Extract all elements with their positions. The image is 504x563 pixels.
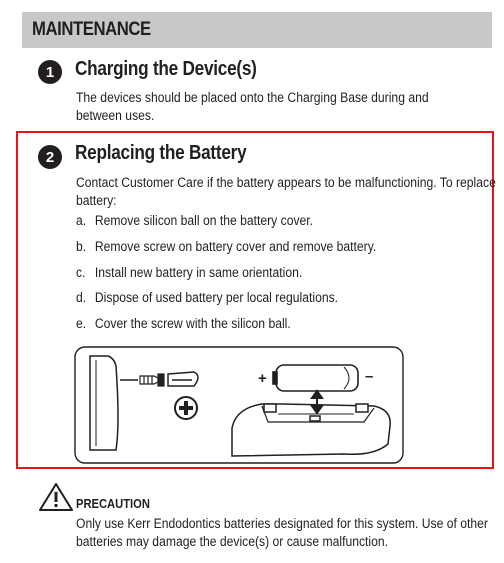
phillips-cross-icon: [175, 397, 197, 419]
step-text: Remove screw on battery cover and remove battery.: [94, 239, 377, 254]
step-item-d: [76, 290, 338, 305]
battery-intro-line-2: battery:: [76, 193, 117, 208]
step-item-c: [76, 265, 302, 280]
step-item-a: [76, 213, 313, 228]
battery-intro: [76, 174, 496, 210]
section-header-bar: [22, 12, 492, 48]
step-letter: e.: [76, 316, 87, 331]
battery-minus-label: –: [365, 368, 374, 385]
step-item-b: [76, 239, 376, 254]
warning-triangle-icon: [38, 482, 74, 512]
step-text: Cover the screw with the silicon ball.: [94, 316, 291, 331]
step-number-2: 2: [45, 148, 55, 166]
battery-intro-line-1: Contact Customer Care if the battery appears to be malfunctioning. To replace: [76, 175, 496, 190]
screw-icon: [140, 374, 164, 386]
charging-description: [76, 89, 429, 125]
step-item-e: [76, 316, 291, 331]
battery-compartment: [232, 404, 390, 456]
precaution-heading: PRECAUTION: [76, 496, 150, 511]
step-letter: c.: [76, 265, 86, 280]
insert-arrow-icon: [312, 391, 322, 413]
battery-icon: [273, 365, 358, 391]
step-number-badge-1: [38, 60, 62, 84]
charging-description-line-1: The devices should be placed onto the Charging Base during and: [76, 90, 429, 105]
step-text: Dispose of used battery per local regulations.: [94, 290, 339, 305]
section-title-charging: Charging the Device(s): [75, 58, 257, 80]
step-number-1: 1: [45, 63, 55, 81]
page-title: MAINTENANCE: [32, 19, 151, 40]
charging-description-line-2: between uses.: [76, 108, 155, 123]
step-text: Install new battery in same orientation.: [94, 265, 303, 280]
precaution-line-1: Only use Kerr Endodontics batteries designated for this system. Use of other: [76, 516, 488, 531]
step-letter: d.: [76, 290, 87, 305]
device-side-view: [90, 356, 118, 450]
precaution-line-2: batteries may damage the device(s) or cause malfunction.: [76, 534, 389, 549]
battery-plus-label: +: [258, 370, 267, 387]
step-letter: b.: [76, 239, 87, 254]
step-number-badge-2: [38, 145, 62, 169]
step-letter: a.: [76, 213, 87, 228]
precaution-text: [76, 515, 488, 551]
step-text: Remove silicon ball on the battery cover.: [94, 213, 314, 228]
section-title-battery: Replacing the Battery: [75, 142, 247, 164]
battery-replacement-diagram: [74, 346, 404, 464]
